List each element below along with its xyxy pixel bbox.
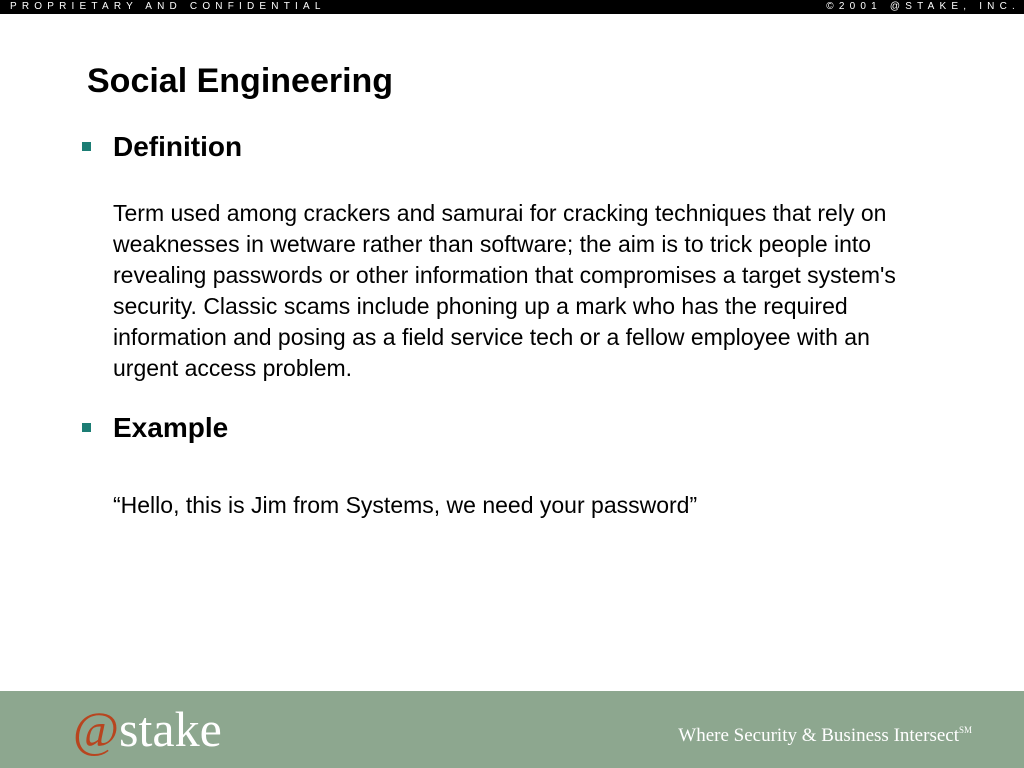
tagline-text: Where Security & Business Intersect <box>678 725 959 746</box>
section-heading: Definition <box>113 131 243 162</box>
logo-name: stake <box>119 701 222 757</box>
square-bullet-icon <box>82 142 91 151</box>
section-heading: Example <box>113 412 229 443</box>
definition-text: Term used among crackers and samurai for cracking techniques that rely on weaknesses in wetware rather than software; the aim is to trick people into revealing passwords or other information that compromises a target system's security. Classic scams include phoning up a mark who has the required information and posing as a field service tech or a fellow employee with an urgent access problem. <box>113 200 896 381</box>
stake-logo <box>73 699 222 759</box>
copyright-label: ©2001 @STAKE, INC. <box>826 1 1020 12</box>
square-bullet-icon <box>82 423 91 432</box>
logo-at-symbol: @ <box>73 701 120 757</box>
service-mark: SM <box>958 725 972 735</box>
confidential-label: PROPRIETARY AND CONFIDENTIAL <box>10 1 326 12</box>
example-text: “Hello, this is Jim from Systems, we need your password” <box>113 492 698 518</box>
tagline <box>678 725 972 747</box>
slide-title: Social Engineering <box>87 62 394 100</box>
footer-band <box>0 691 1024 768</box>
top-banner <box>0 0 1024 14</box>
